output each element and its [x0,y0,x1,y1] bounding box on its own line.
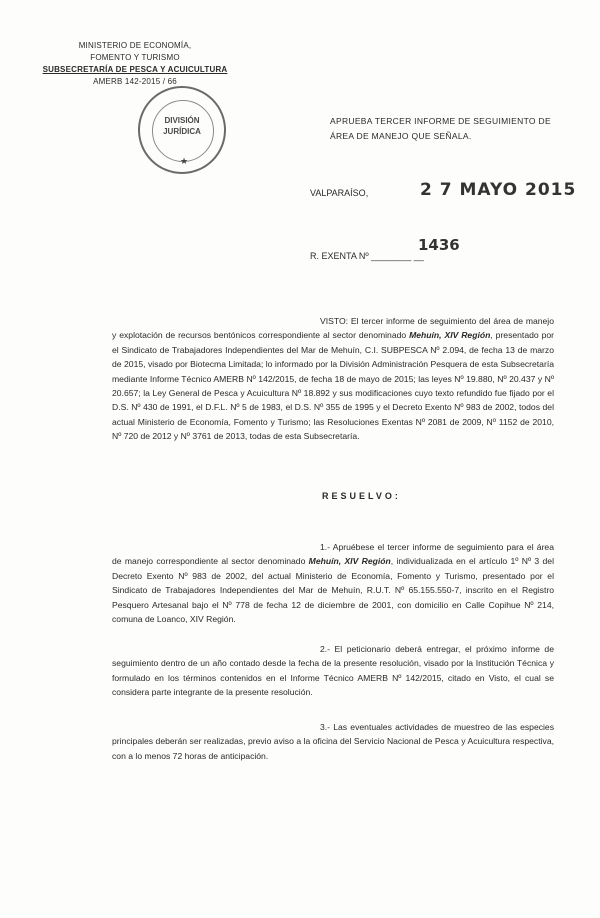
resuelvo-item-2 [112,642,554,700]
division-juridica-stamp [138,86,226,174]
header-subsecretaria: SUBSECRETARÍA DE PESCA Y ACUICULTURA [42,65,228,74]
exenta-label [310,251,424,261]
header-ministry: MINISTERIO DE ECONOMÍA, [78,41,192,50]
item3-text: 3.- Las eventuales actividades de muestreo de las especies principales deberán ser realizadas, previo aviso a la oficina del Servicio Nacional de Pesca y Acuicultura respectiva, con a lo menos 72 horas de anticipación. [112,722,554,761]
exenta-number: 1436 [418,236,460,254]
visto-text-a: El tercer informe de seguimiento del área de manejo y explotación de recursos bentónicos correspondiente al sector denominado [112,316,554,341]
resuelvo-item-1 [112,540,554,626]
exenta-label-text: R. EXENTA Nº [310,251,369,261]
resolution-subject: APRUEBA TERCER INFORME DE SEGUIMIENTO DE ÁREA DE MANEJO QUE SEÑALA. [330,116,551,141]
resolution-date: 2 7 MAYO 2015 [420,180,577,200]
visto-text-b: , presentado por el Sindicato de Trabajadores Independientes del Mar de Mehuín, C.I. SUBPESCA Nº 2.094, de fecha 13 de marzo de 2015, visado por Biotecma Limitada; lo informado por la División Administración Pesquera de esta Subsecretaría mediante Informe Técnico AMERB Nº 142/2015, de fecha 18 de mayo de 2015; las leyes Nº 19.880, Nº 20.437 y Nº 20.657; la Ley General de Pesca y Acuicultura Nº 18.892 y sus modificaciones cuyo texto refundido fue fijado por el D.S. Nº 430 de 1991, el D.F.L. Nº 5 de 1983, el D.S. Nº 355 de 1995 y el Decreto Exento Nº 983 de 2002, todos del actual Ministerio de Economía, Fomento y Turismo; las Resoluciones Exentas Nº 2081 de 2009, Nº 1152 de 2010, Nº 720 de 2012 y Nº 3761 de 2013, todas de esta Subsecretaría. [112,330,554,442]
header-reference: AMERB 142-2015 / 66 [93,77,177,86]
stamp-line1: DIVISIÓN [164,116,200,125]
visto-label: VISTO: [320,316,349,326]
place-label: VALPARAÍSO, [310,188,369,198]
item1-text-a: 1.- Apruébese el tercer informe de seguimiento para el área de manejo correspondiente al sector denominado [112,542,554,567]
item1-text-b: , individualizada en el artículo 1º Nº 3 del Decreto Exento Nº 983 de 2002, del actual Ministerio de Economía, Fomento y Turismo, presentado por el Sindicato de Trabajadores Independientes del Mar de Mehuín, R.U.T. Nº 65.155.550-7, inscrito en el Registro Pesquero Artesanal bajo el Nº 778 de fecha 12 de diciembre de 2001, con domicilio en Calle Copihue Nº 214, comuna de Loanco, XIV Región. [112,556,554,625]
item1-sector: Mehuín, XIV Región [308,556,391,567]
star-icon: ★ [180,156,189,166]
visto-sector: Mehuín, XIV Región [409,330,491,341]
header-fomento: FOMENTO Y TURISMO [90,53,180,62]
resuelvo-heading: RESUELVO: [322,491,401,501]
exenta-blank: ________ __ [371,251,424,261]
resuelvo-item-3 [112,720,554,763]
visto-paragraph [112,314,554,444]
item2-text: 2.- El peticionario deberá entregar, el próximo informe de seguimiento dentro de un año contado desde la fecha de la presente resolución, visado por la Institución Técnica y formulado en los términos contenidos en el Informe Técnico AMERB Nº 142/2015, citado en Visto, el cual se considera parte integrante de la presente resolución. [112,644,554,698]
stamp-line2: JURÍDICA [163,127,201,136]
